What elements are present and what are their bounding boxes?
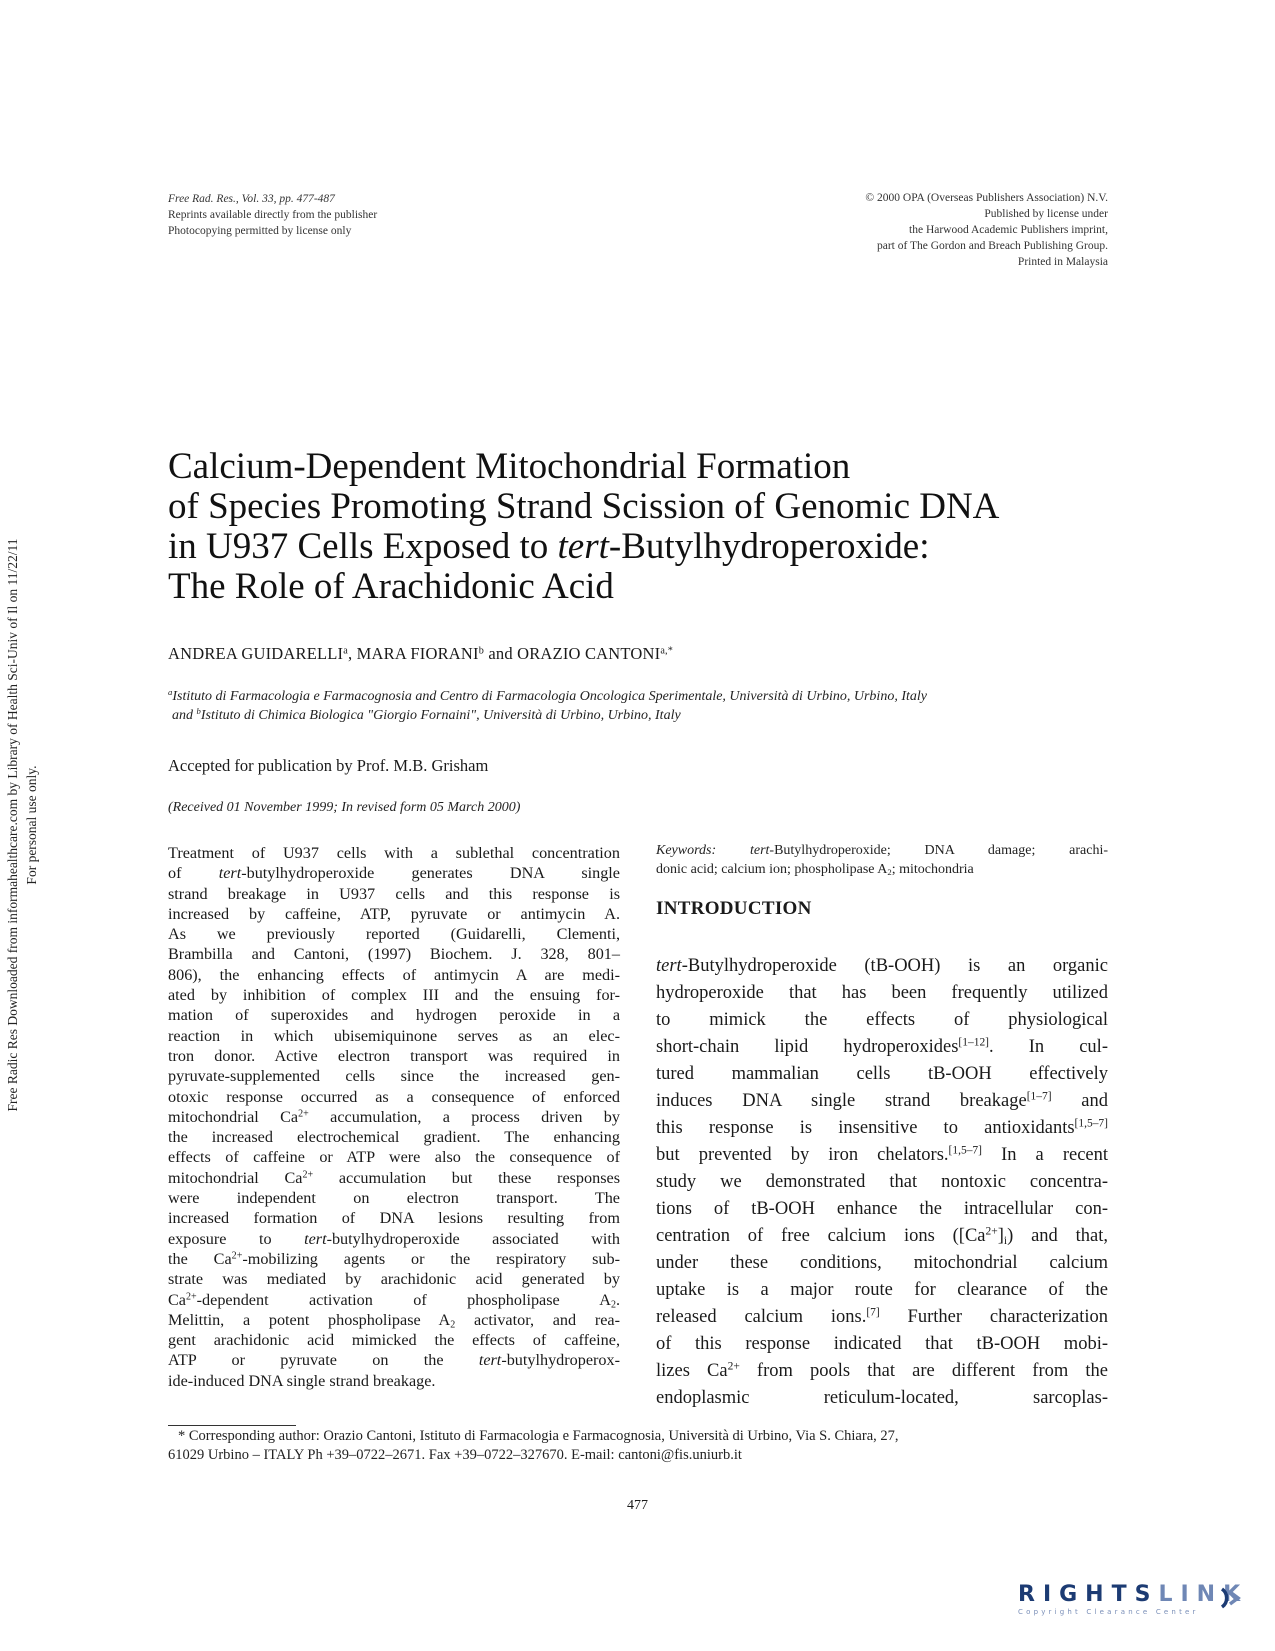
abstract-line: ide-induced DNA single strand breakage.: [168, 1371, 436, 1390]
abstract-line: exposure to tert-butylhydroperoxide associated with: [168, 1229, 620, 1248]
abstract-line: reaction in which ubisemiquinone serves as an elec-: [168, 1026, 620, 1045]
author-list: ANDREA GUIDARELLI$^a$, MARA FIORANI$^b$ and ORAZIO $CANTONI^{a,*}$: [168, 644, 674, 663]
abstract-line: gent arachidonic acid mimicked the effects of caffeine,: [168, 1331, 620, 1350]
title-line: of Species Promoting Strand Scission of Genomic DNA: [168, 486, 1000, 527]
intro-line: lizes $Ca^{2+}$ from pools that are different from the: [656, 1360, 1108, 1381]
abstract-line: $Ca^{2+}$-dependent activation of phospholipase $A_2$.: [168, 1290, 620, 1311]
abstract-line: ATP or pyruvate on the tert-butylhydroperox-: [168, 1351, 620, 1370]
abstract-line: pyruvate-supplemented cells since the increased gen-: [168, 1067, 620, 1086]
received-dates: (Received 01 November 1999; In revised form 05 March 2000): [168, 800, 521, 815]
download-notice: Free Radic Res Downloaded from informahealthcare.com by Library of Health Sci-Univ of Il on 11/22/11: [5, 538, 20, 1112]
printed-line: Printed in Malaysia: [1017, 256, 1108, 268]
abstract-line: strate was mediated by arachidonic acid generated by: [168, 1270, 620, 1289]
affiliation-b: and $^b$Istituto di Chimica Biologica "Giorgio Fornaini", Università di Urbino, Urbino, Italy: [172, 706, 681, 723]
abstract-line: ated by inhibition of complex III and the ensuing for-: [168, 986, 620, 1005]
intro-line: tert-Butylhydroperoxide (tB-OOH) is an organic: [656, 956, 1108, 976]
intro-line: tions of tB-OOH enhance the intracellular con-: [656, 1199, 1108, 1219]
intro-line: induces DNA single strand breakage[1–7] and: [656, 1090, 1108, 1111]
article-title: [168, 447, 1118, 607]
reprints-line: Reprints available directly from the publisher: [168, 209, 378, 221]
page-number: 477: [627, 1498, 648, 1513]
abstract-line: the $Ca^{2+}$-mobilizing agents or the respiratory sub-: [168, 1249, 621, 1268]
license-line: Published by license under: [984, 208, 1108, 220]
abstract-line: mitochondrial $Ca^{2+}$ accumulation but these responses: [168, 1168, 620, 1187]
intro-line: uptake is a major route for clearance of the: [656, 1280, 1108, 1300]
intro-line: this response is insensitive to antioxidants[1,5–7]: [656, 1117, 1108, 1138]
publisher-header: [700, 190, 1108, 270]
keywords-line: Keywords: tert-Butylhydroperoxide; DNA damage; arachi-: [656, 843, 1108, 858]
keywords: [656, 841, 1108, 879]
intro-line: but prevented by iron chelators.[1,5–7] In a recent: [656, 1144, 1109, 1165]
abstract-line: Brambilla and Cantoni, (1997) Biochem. J. 328, 801–: [168, 945, 620, 964]
intro-line: to mimick the effects of physiological: [656, 1010, 1108, 1030]
title-line: in U937 Cells Exposed to tert-Butylhydroperoxide:: [168, 526, 930, 567]
keywords-line: donic acid; calcium ion; phospholipase $A_2$; mitochondria: [656, 862, 974, 878]
affiliations: [168, 687, 1118, 725]
intro-line: study we demonstrated that nontoxic concentra-: [656, 1172, 1108, 1192]
abstract-line: otoxic response occurred as a consequence of enforced: [168, 1087, 620, 1106]
citation-line: Free Rad. Res., Vol. 33, pp. 477-487: [168, 193, 335, 205]
intro-line: released calcium ions.[7] Further characterization: [656, 1306, 1108, 1327]
intro-line: under these conditions, mitochondrial calcium: [656, 1253, 1108, 1273]
group-line: part of The Gordon and Breach Publishing Group.: [876, 240, 1108, 252]
rightslink-arrow-icon: [1218, 1585, 1246, 1611]
title-line: The Role of Arachidonic Acid: [168, 566, 614, 607]
personal-use-notice: For personal use only.: [24, 765, 39, 885]
abstract-line: increased formation of DNA lesions resulting from: [168, 1209, 620, 1228]
abstract-line: increased by caffeine, ATP, pyruvate or antimycin A.: [168, 904, 620, 923]
abstract-line: strand breakage in U937 cells and this response is: [168, 884, 620, 903]
imprint-line: the Harwood Academic Publishers imprint,: [909, 224, 1108, 236]
abstract-line: 806), the enhancing effects of antimycin A are medi-: [168, 965, 620, 984]
abstract-line: mation of superoxides and hydrogen peroxide in a: [168, 1006, 620, 1025]
abstract-line: tron donor. Active electron transport was required in: [168, 1046, 620, 1065]
affiliation-a: $^a$Istituto di Farmacologia e Farmacognosia and Centro di Farmacologia Oncologica Sperimentale, Università di Urbino, Urbino, Italy: [168, 687, 927, 704]
abstract-line: mitochondrial $Ca^{2+}$ accumulation, a process driven by: [168, 1107, 620, 1126]
title-line: Calcium-Dependent Mitochondrial Formation: [168, 446, 851, 487]
abstract-line: of tert-butylhydroperoxide generates DNA single: [168, 864, 620, 883]
journal-header: [168, 191, 377, 239]
intro-line: of this response indicated that tB-OOH mobi-: [656, 1334, 1108, 1354]
footnote-line: 61029 Urbino – ITALY Ph +39–0722–2671. Fax +39–0722–327670. E-mail: cantoni@fis.uniurb.it: [168, 1447, 742, 1463]
intro-line: tured mammalian cells tB-OOH effectively: [656, 1064, 1108, 1084]
abstract-line: Treatment of U937 cells with a sublethal concentration: [168, 844, 620, 862]
footnote-line: * Corresponding author: Orazio Cantoni, Istituto di Farmacologia e Farmacognosia, Università di Urbino, Via S. Chiara, 27,: [178, 1428, 899, 1444]
intro-line: hydroperoxide that has been frequently utilized: [656, 983, 1108, 1003]
copyright-line: © 2000 OPA (Overseas Publishers Association) N.V.: [865, 192, 1108, 204]
accepted-note: Accepted for publication by Prof. M.B. Grisham: [168, 756, 489, 775]
corresponding-author-footnote: [168, 1427, 1118, 1465]
rightslink-logo[interactable]: [1018, 1582, 1258, 1622]
introduction-body: [656, 953, 1108, 1412]
abstract-line: effects of caffeine or ATP were also the consequence of: [168, 1148, 620, 1167]
section-heading: INTRODUCTION: [656, 898, 812, 919]
abstract-line: Melittin, a potent phospholipase $A_2$ activator, and rea-: [168, 1310, 620, 1331]
intro-line: short-chain lipid hydroperoxides[1–12]. In cul-: [656, 1036, 1108, 1057]
intro-line: centration of free calcium ions $([Ca^{2+}]_i)$ and that,: [656, 1225, 1108, 1247]
footnote-rule: [168, 1425, 296, 1426]
download-watermark: [3, 465, 41, 1185]
abstract-line: As we previously reported (Guidarelli, Clementi,: [168, 925, 620, 944]
abstract-line: were independent on electron transport. The: [168, 1189, 620, 1208]
abstract: [168, 843, 620, 1391]
rightslink-tagline: Copyright Clearance Center: [1018, 1608, 1199, 1616]
abstract-line: the increased electrochemical gradient. The enhancing: [168, 1128, 620, 1147]
rightslink-wordmark: RIGHTSLINK: [1018, 1582, 1249, 1607]
intro-line: endoplasmic reticulum-located, sarcoplas-: [656, 1388, 1108, 1408]
photocopy-line: Photocopying permitted by license only: [168, 225, 352, 237]
